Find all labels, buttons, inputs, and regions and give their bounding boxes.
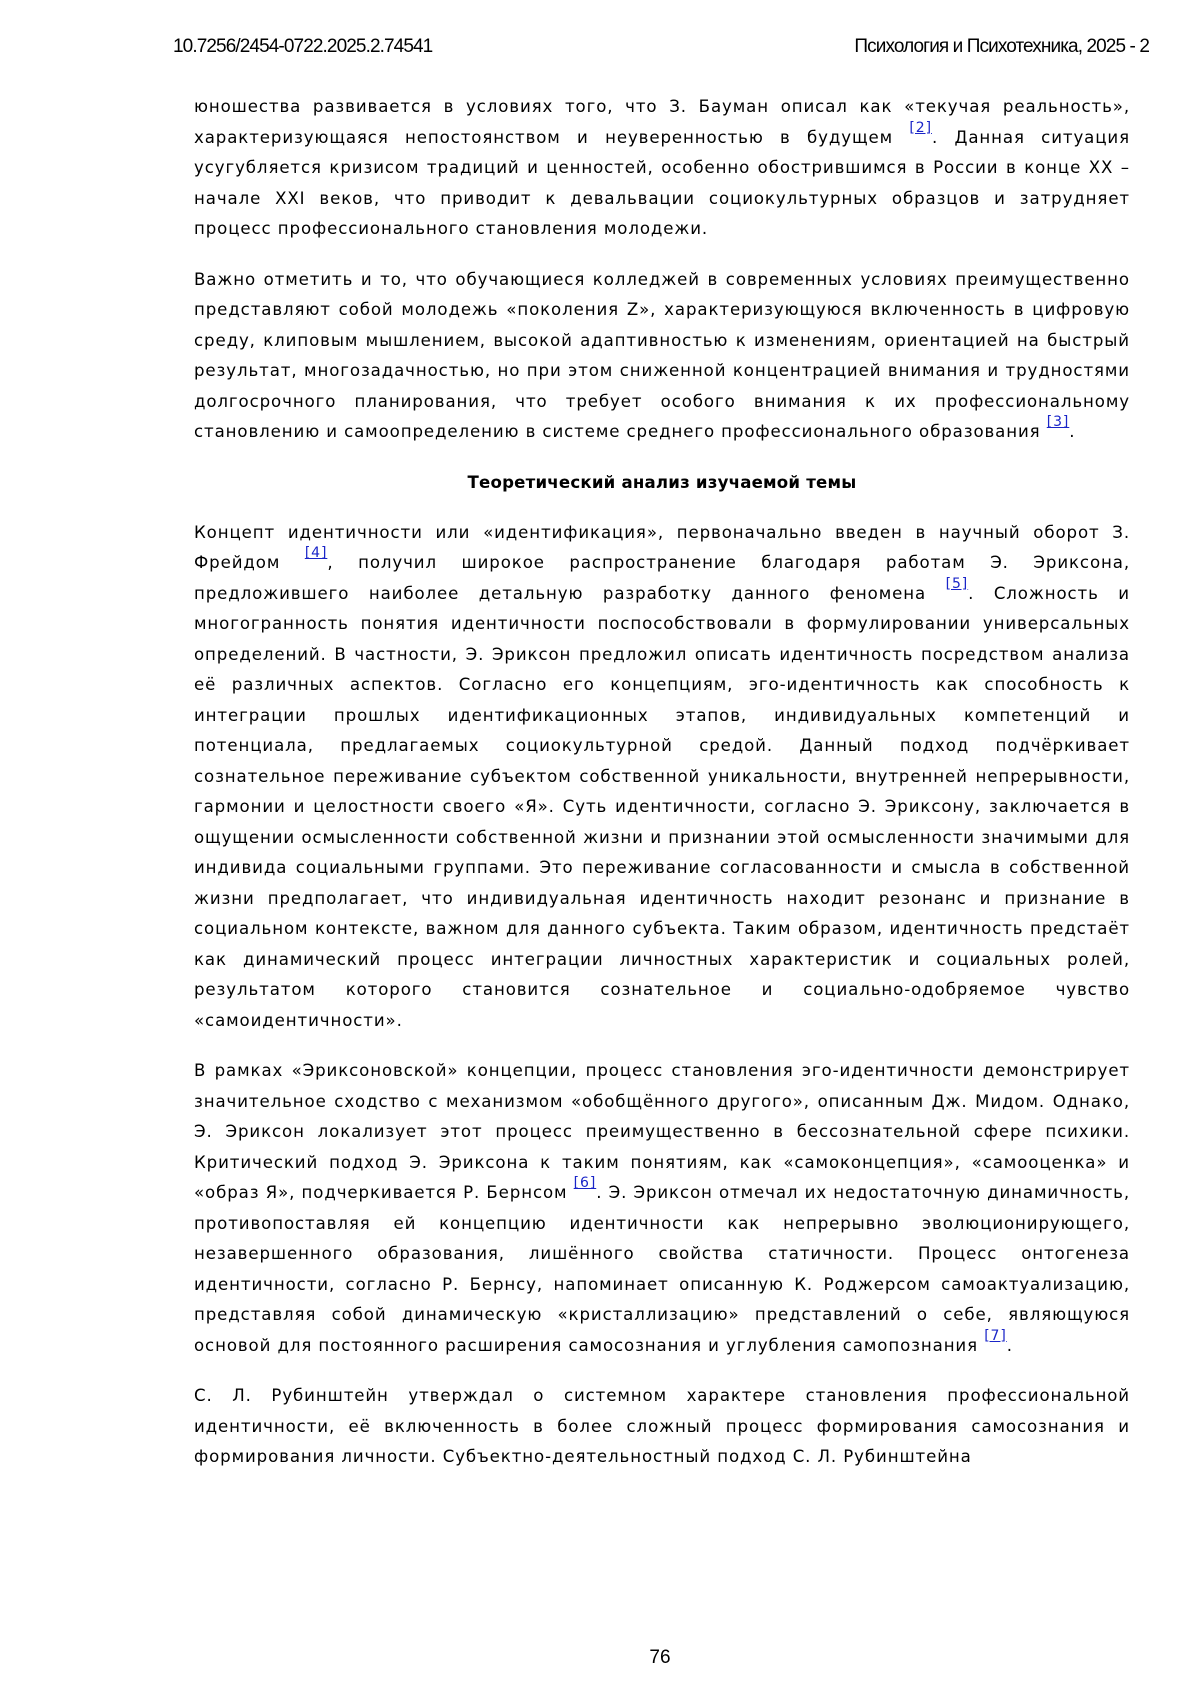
paragraph-text: . Сложность и многогранность понятия идентичности поспособствовали в формулировании универсальных определений. В частности, Э. Эриксон предложил описать идентичность посредством анализа её различных аспектов. Согласно его концепциям, эго-идентичность как способность к интеграции прошлых идентификационных этапов, индивидуальных компетенций и потенциала, предлагаемых социокультурной средой. Данный подход подчёркивает сознательное переживание субъектом собственной уникальности, внутренней непрерывности, гармонии и целостности своего «Я». Суть идентичности, согласно Э. Эриксону, заключается в ощущении осмысленности собственной жизни и признании этой осмысленности значимыми для индивида социальными группами. Это переживание согласованности и смысла в собственной жизни предполагает, что индивидуальная идентичность находит резонанс и признание в социальном контексте, важном для данного субъекта. Таким образом, идентичность предстаёт как динамический процесс интеграции личностных характеристик и социальных ролей, результатом которого становится сознательное и социально-одобряемое чувство «самоидентичности». [194,583,1130,1030]
paragraph-text: Концепт идентичности или «идентификация», первоначально введен в научный оборот З. Фрейдом [194,522,1130,572]
paragraph-text: В рамках «Эриксоновской» концепции, процесс становления эго-идентичности демонстрирует значительное сходство с механизмом «обобщённого другого», описанным Дж. Мидом. Однако, Э. Эриксон локализует этот процесс преимущественно в бессознательной сфере психики. Критический подход Э. Эриксона к таким понятиям, как «самоконцепция», «самооценка» и «образ Я», подчеркивается Р. Бернсом [194,1061,1130,1202]
citation-link[interactable]: [7] [984,1327,1007,1344]
doi-header: 10.7256/2454-0722.2025.2.74541 [173,36,433,57]
citation-link[interactable]: [5] [945,575,969,592]
paragraph-5 [194,1381,1130,1473]
citation-link[interactable]: [3] [1046,414,1070,431]
paragraph-text: Важно отметить и то, что обучающиеся колледжей в современных условиях преимущественно представляют собой молодежь «поколения Z», характеризующуюся включенность в цифровую среду, клиповым мышлением, высокой адаптивностью к изменениям, ориентацией на быстрый результат, многозадачностью, но при этом сниженной концентрацией внимания и трудностями долгосрочного планирования, что требует особого внимания к их профессиональному становлению и самоопределению в системе среднего профессионального образования [194,269,1130,441]
citation-link[interactable]: [4] [304,545,328,562]
page-number: 76 [649,1647,671,1668]
paragraph-1 [194,92,1130,245]
paragraph-3 [194,518,1130,1037]
journal-header: Психология и Психотехника, 2025 - 2 [854,36,1149,57]
paragraph-text: , получил широкое распространение благодаря работам Э. Эриксона, предложившего наиболее детальную разработку данного феномена [194,553,1130,603]
section-heading: Теоретический анализ изучаемой темы [467,472,857,492]
paragraph-4 [194,1056,1130,1361]
citation-link[interactable]: [2] [909,119,932,136]
paragraph-text: С. Л. Рубинштейн утверждал о системном характере становления профессиональной идентичности, её включенность в более сложный процесс формирования самосознания и формирования личности. Субъектно-деятельностный подход С. Л. Рубинштейна [194,1386,1130,1466]
citation-link[interactable]: [6] [573,1175,597,1192]
paragraph-2 [194,265,1130,448]
paragraph-text: юношества развивается в условиях того, что З. Бауман описал как «текучая реальность», характеризующаяся непостоянством и неуверенностью в будущем [194,97,1130,147]
paragraph-text: . Э. Эриксон отмечал их недостаточную динамичность, противопоставляя ей концепцию идентичности как непрерывно эволюционирующего, незавершенного образования, лишённого свойства статичности. Процесс онтогенеза идентичности, согласно Р. Бернсу, напоминает описанную К. Роджерсом самоактуализацию, представляя собой динамическую «кристаллизацию» представлений о себе, являющуюся основой для постоянного расширения самосознания и углубления самопознания [194,1183,1130,1355]
paragraph-text: . [1069,422,1076,441]
paragraph-text: . [1006,1335,1013,1355]
article-body [194,92,1130,1493]
paragraph-text: . Данная ситуация усугубляется кризисом традиций и ценностей, особенно обострившимся в России в конце XX – начале XXI веков, что приводит к девальвации социокультурных образцов и затрудняет процесс профессионального становления молодежи. [194,127,1131,238]
